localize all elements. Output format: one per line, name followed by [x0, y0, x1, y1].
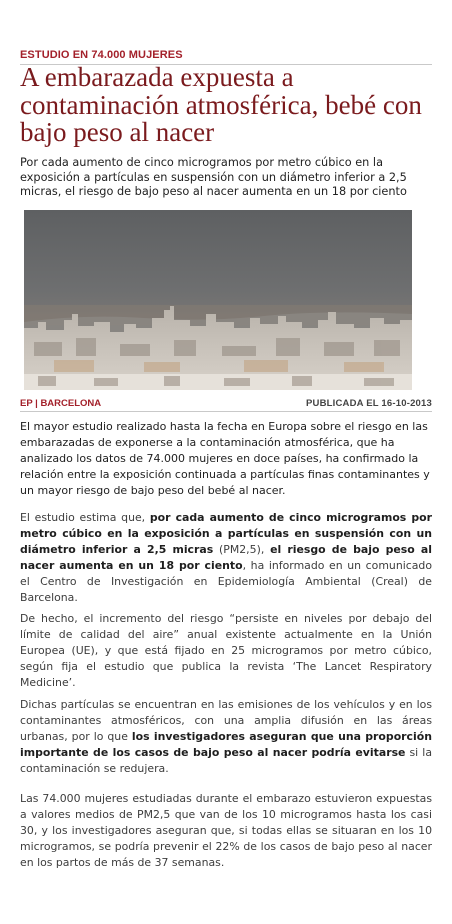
paragraph-text: (PM2,5),	[213, 543, 271, 557]
article-paragraph: De hecho, el incremento del riesgo “persiste en niveles por debajo del límite de calidad del aire” anual existente actualmente en la Unión Europea (UE), y que está fijado en 25 microgramos por metro cúbico, según fija el estudio que publica la revista ‘The Lancet Respiratory Medicine’.	[20, 612, 432, 690]
article-meta	[20, 396, 432, 412]
paragraph-emphasis: por cada aumento de cinco microgramos por metro cúbico en la exposición a partículas en suspensión con un diámetro inferior a 2,5 micras	[20, 511, 432, 557]
paragraph-text: si la contaminación se redujera.	[20, 746, 432, 776]
paragraph-text: , ha informado en un comunicado el Centro de Investigación en Epidemiología Ambiental (Creal) de Barcelona.	[20, 559, 432, 605]
article-date: PUBLICADA EL 16-10-2013	[305, 398, 432, 409]
city-skyline-smog-photo	[24, 210, 412, 390]
paragraph-text: El estudio estima que,	[20, 511, 150, 524]
article-headline: A embarazada expuesta a contaminación atmosférica, bebé con bajo peso al nacer	[20, 62, 422, 147]
paragraph-text: Dichas partículas se encuentran en las emisiones de los vehículos y en los contaminantes atmosféricos, con una amplia difusión en las áreas urbanas, por lo que	[20, 698, 432, 744]
article-paragraph: Las 74.000 mujeres estudiadas durante el embarazo estuvieron expuestas a valores medios de PM2,5 que van de los 10 microgramos hasta los casi 30, y los investigadores aseguran que, si todas ellas se situaran en los 10 microgramos, se podría prevenir el 22% de los casos de bajo peso al nacer en los partos de más de 37 semanas.	[20, 792, 432, 870]
article-kicker: ESTUDIO EN 74.000 MUJERES	[20, 49, 432, 65]
article-paragraph	[20, 697, 432, 777]
article-lede: Por cada aumento de cinco microgramos por metro cúbico en la exposición a partículas en suspensión con un diámetro inferior a 2,5 micras, el riesgo de bajo peso al nacer aumenta en un 18 por ciento	[20, 156, 407, 198]
article-intro: El mayor estudio realizado hasta la fecha en Europa sobre el riesgo en las embarazadas de exponerse a la contaminación atmosférica, que ha analizado los datos de 74.000 mujeres en doce países, ha confirmado la relación entre la exposición continuada a partículas finas contaminantes y un mayor riesgo de bajo peso del bebé al nacer.	[20, 420, 430, 497]
article-source: EP | BARCELONA	[20, 398, 102, 409]
article-paragraph	[20, 510, 432, 607]
paragraph-emphasis: los investigadores aseguran que una proporción importante de los casos de bajo peso al nacer podría evitarse	[20, 730, 432, 760]
paragraph-emphasis: el riesgo de bajo peso al nacer aumenta en un 18 por ciento	[20, 543, 432, 573]
